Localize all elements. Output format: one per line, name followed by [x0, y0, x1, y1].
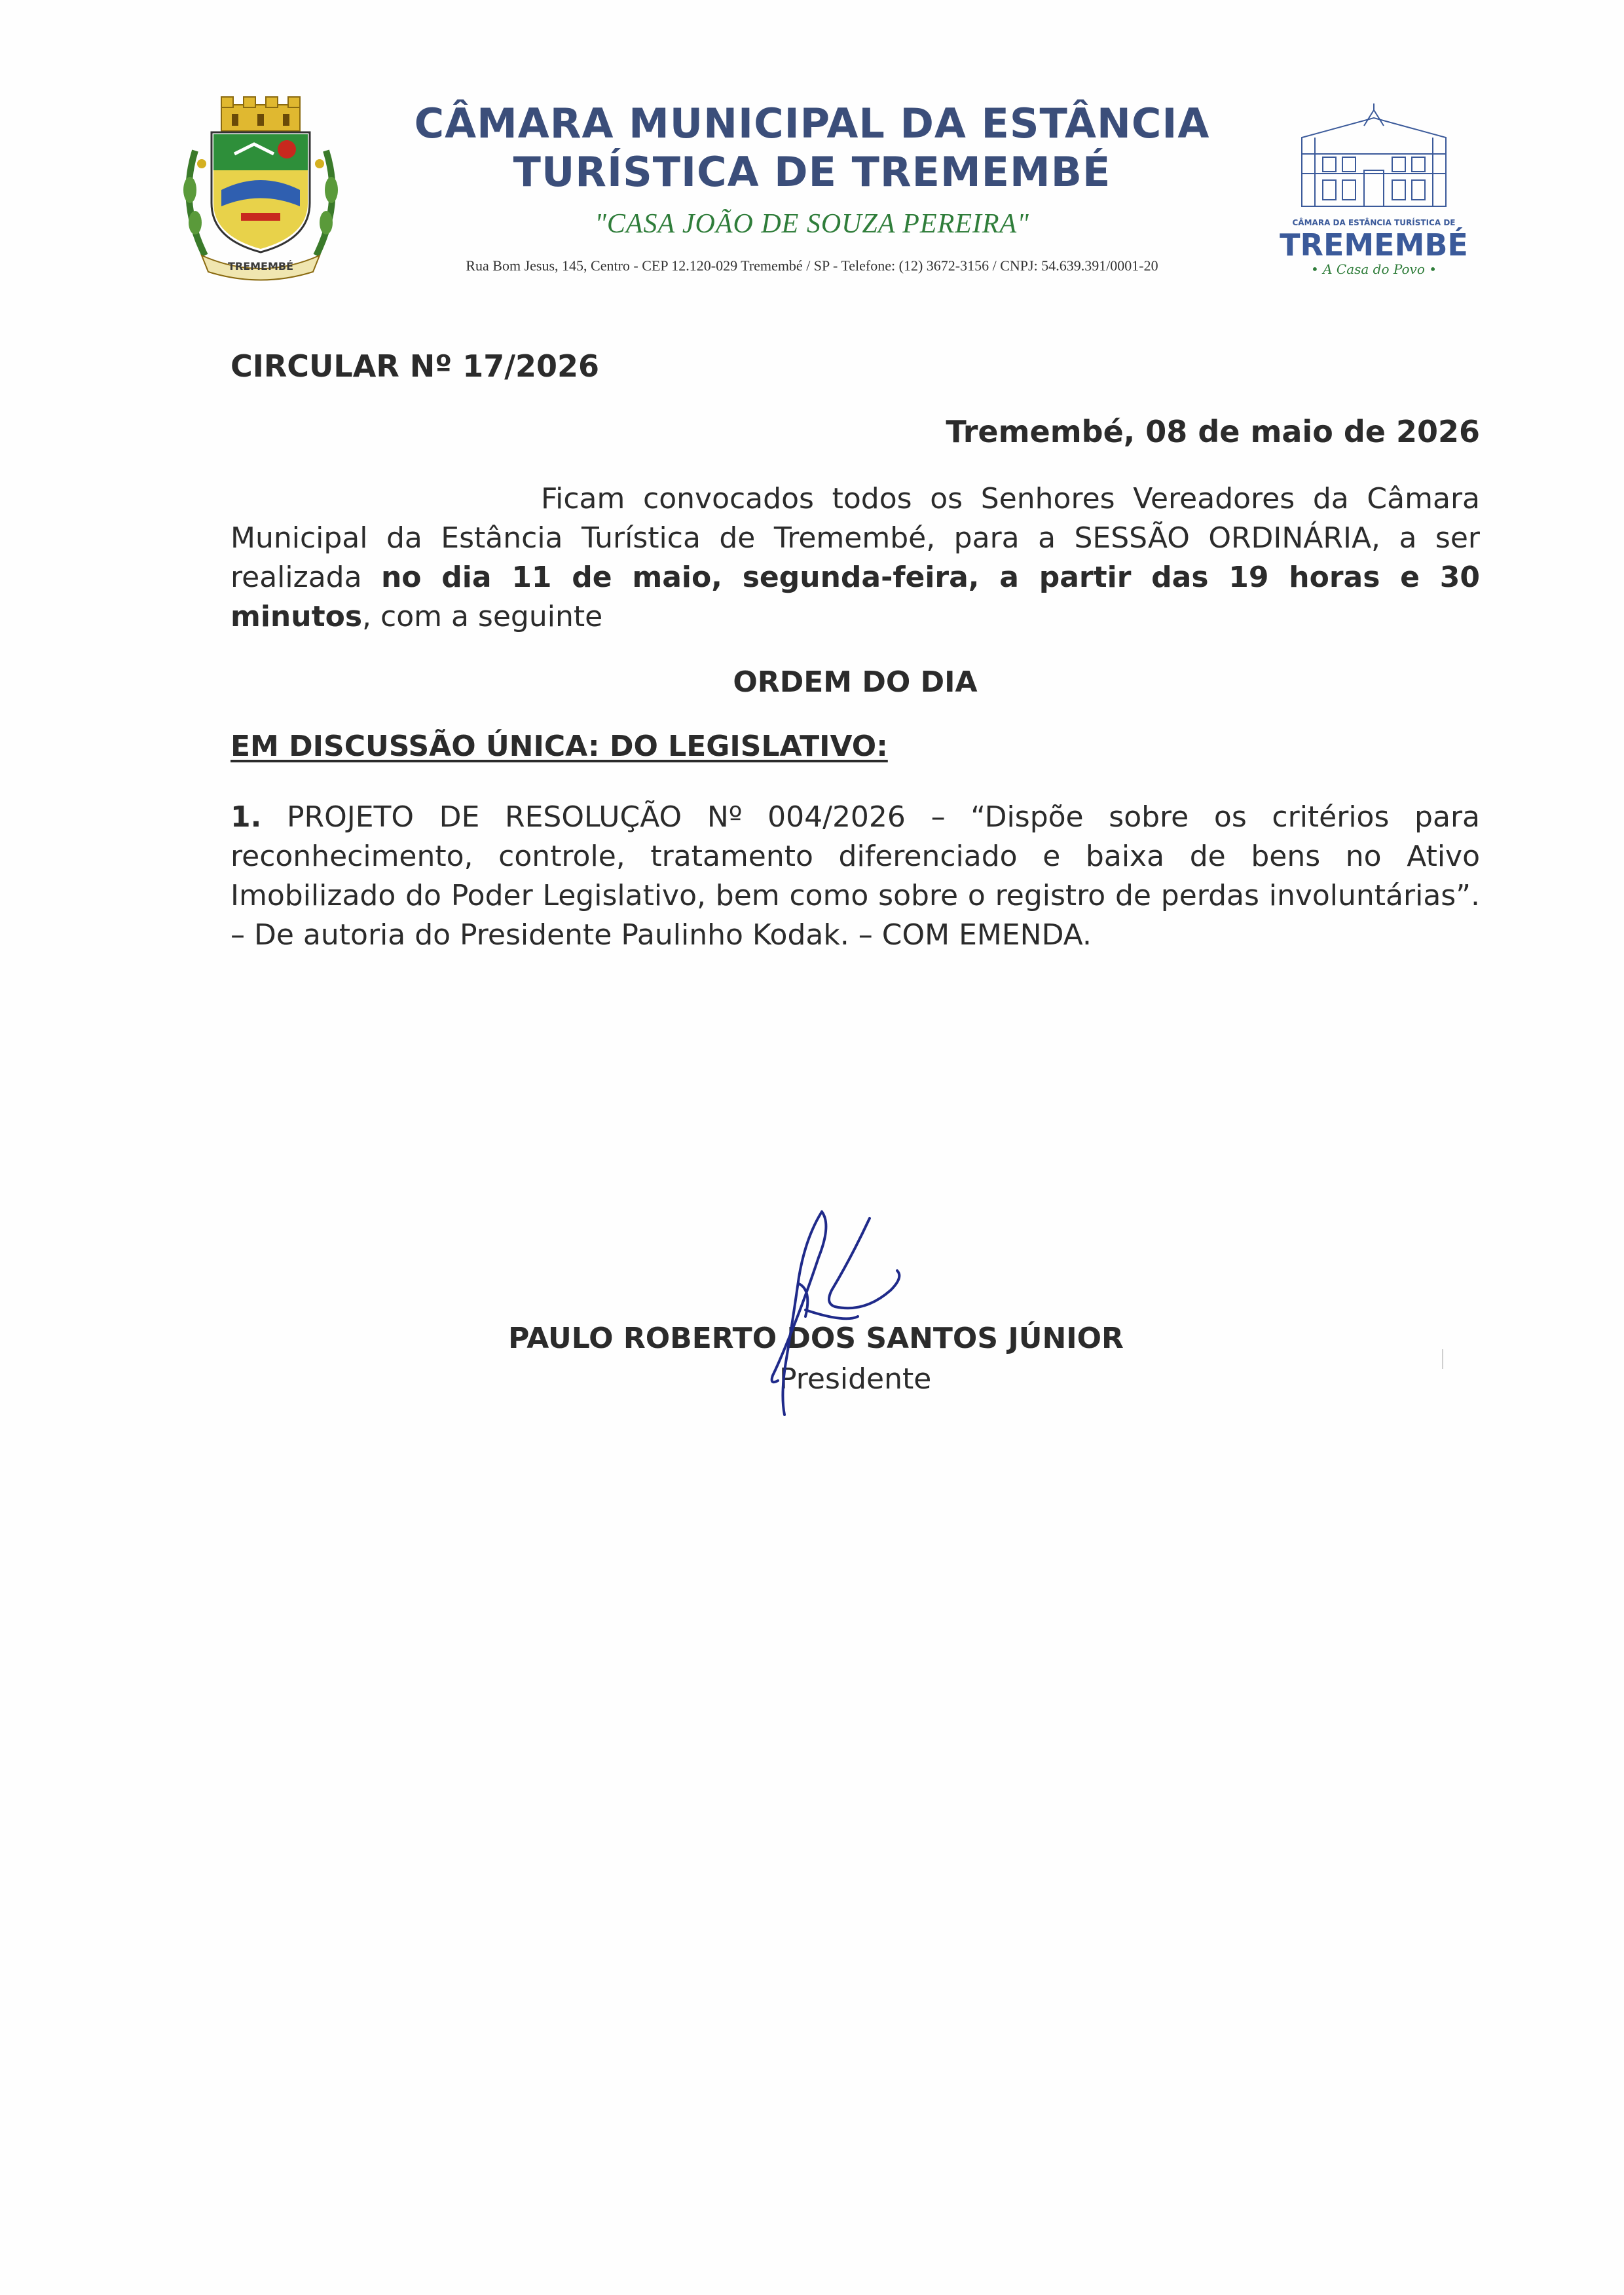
letterhead-subtitle: "CASA JOÃO DE SOUZA PEREIRA": [595, 209, 1029, 239]
agenda-item-text: PROJETO DE RESOLUÇÃO Nº 004/2026 – “Dispõe sobre os critérios para reconhecimento, controle, tratamento diferenciado e baixa de bens no Ativo Imobilizado do Poder Legislativo, bem como sobre o registro de perdas involuntárias”. – De autoria do Presidente Paulinho Kodak. – COM EMENDA.: [231, 800, 1480, 952]
agenda-item-number: 1.: [231, 800, 262, 834]
crest-banner-text: TREMEMBÉ: [227, 260, 294, 272]
intro-paragraph: [231, 479, 1480, 637]
letterhead-title-line2: TURÍSTICA DE TREMEMBÉ: [513, 148, 1111, 196]
ordem-do-dia-heading: ORDEM DO DIA: [733, 665, 978, 699]
letterhead-title-line1: CÂMARA MUNICIPAL DA ESTÂNCIA: [414, 100, 1210, 147]
agenda-item: [231, 798, 1480, 955]
signer-role: Presidente: [779, 1362, 932, 1396]
coat-of-arms-icon: [175, 92, 346, 288]
logo-caption-small: CÂMARA DA ESTÂNCIA TURÍSTICA DE: [1292, 218, 1456, 227]
chamber-building-logo: [1276, 92, 1472, 288]
intro-bold-text: no dia 11 de maio, segunda-feira, a partir das 19 horas e 30 minutos: [231, 561, 1480, 633]
section-heading: EM DISCUSSÃO ÚNICA: DO LEGISLATIVO:: [231, 730, 888, 763]
circular-number: CIRCULAR Nº 17/2026: [231, 348, 600, 384]
scan-mark: [1441, 1349, 1445, 1369]
handwritten-signature: [707, 1199, 943, 1434]
signer-name: PAULO ROBERTO DOS SANTOS JÚNIOR: [508, 1322, 1124, 1355]
logo-caption-big: TREMEMBÉ: [1280, 227, 1468, 263]
intro-text-2: , com a seguinte: [362, 600, 603, 633]
logo-caption-motto: • A Casa do Povo •: [1310, 261, 1437, 277]
circular-date: Tremembé, 08 de maio de 2026: [946, 414, 1480, 449]
intro-text-1: Ficam convocados todos os Senhores Vereadores da Câmara Municipal da Estância Turística de Tremembé, para a SESSÃO ORDINÁRIA, a ser realizada: [231, 482, 1480, 594]
letterhead-address: Rua Bom Jesus, 145, Centro - CEP 12.120-029 Tremembé / SP - Telefone: (12) 3672-3156 / CNPJ: 54.639.391/0001-20: [466, 257, 1158, 274]
